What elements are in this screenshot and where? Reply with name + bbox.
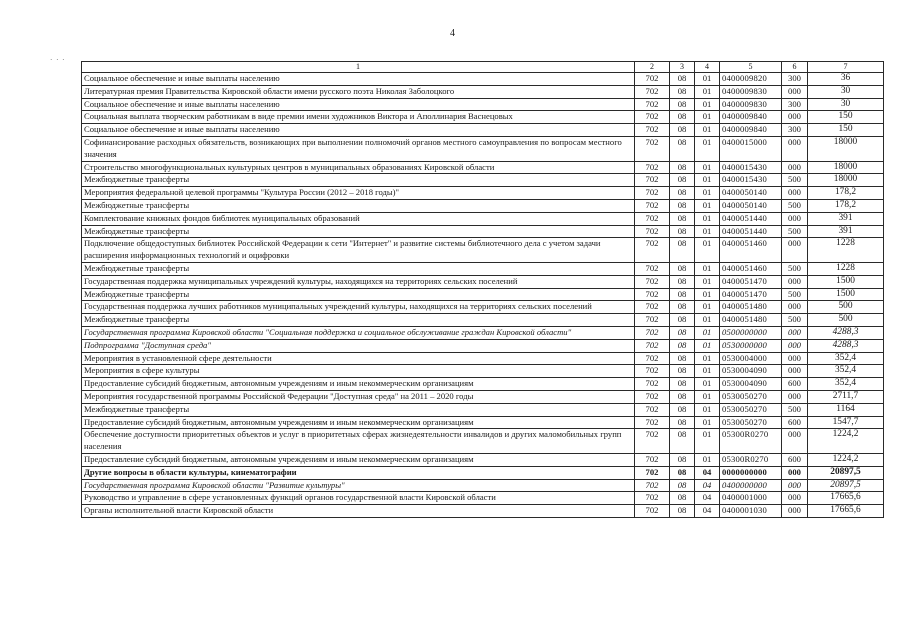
row-target-article-cell: 0400051440: [720, 225, 782, 238]
row-amount-cell: 4288,3: [808, 339, 884, 352]
row-expense-type-cell: 300: [782, 73, 808, 86]
row-amount-cell: 17665,6: [808, 505, 884, 518]
row-name-cell: Государственная программа Кировской области "Развитие культуры": [82, 479, 635, 492]
row-subsection-cell: 04: [695, 492, 720, 505]
row-expense-type-cell: 500: [782, 262, 808, 275]
row-amount-cell: 20897,5: [808, 479, 884, 492]
row-expense-type-cell: 500: [782, 174, 808, 187]
table-row: [82, 416, 884, 429]
row-grbs-cell: 702: [635, 136, 670, 161]
row-target-article-cell: 0400051470: [720, 275, 782, 288]
row-section-cell: 08: [670, 479, 695, 492]
row-name-cell: Межбюджетные трансферты: [82, 225, 635, 238]
row-expense-type-cell: 300: [782, 98, 808, 111]
row-grbs-cell: 702: [635, 416, 670, 429]
row-name-cell: Обеспечение доступности приоритетных объектов и услуг в приоритетных сферах жизнедеятельности инвалидов и других маломобильных групп населения: [82, 429, 635, 454]
row-section-cell: 08: [670, 429, 695, 454]
row-amount-cell: 30: [808, 98, 884, 111]
table-row: [82, 111, 884, 124]
row-expense-type-cell: 000: [782, 505, 808, 518]
row-name-cell: Межбюджетные трансферты: [82, 174, 635, 187]
row-expense-type-cell: 000: [782, 479, 808, 492]
row-expense-type-cell: 000: [782, 275, 808, 288]
row-subsection-cell: 01: [695, 453, 720, 466]
row-name-cell: Государственная поддержка лучших работников муниципальных учреждений культуры, находящихся на территориях сельских поселений: [82, 301, 635, 314]
row-target-article-cell: 0400009820: [720, 73, 782, 86]
row-expense-type-cell: 000: [782, 238, 808, 263]
table-row: [82, 505, 884, 518]
row-amount-cell: 500: [808, 314, 884, 327]
row-grbs-cell: 702: [635, 479, 670, 492]
row-name-cell: Органы исполнительной власти Кировской области: [82, 505, 635, 518]
page-number: 4: [450, 28, 455, 39]
row-name-cell: Государственная поддержка муниципальных учреждений культуры, находящихся на территориях сельских поселений: [82, 275, 635, 288]
row-grbs-cell: 702: [635, 238, 670, 263]
row-subsection-cell: 04: [695, 505, 720, 518]
row-name-cell: Мероприятия в установленной сфере деятельности: [82, 352, 635, 365]
row-name-cell: Предоставление субсидий бюджетным, автономным учреждениям и иным некоммерческим организациям: [82, 453, 635, 466]
row-name-cell: Подпрограмма "Доступная среда": [82, 339, 635, 352]
row-subsection-cell: 01: [695, 161, 720, 174]
row-target-article-cell: 0400009830: [720, 98, 782, 111]
row-grbs-cell: 702: [635, 403, 670, 416]
row-amount-cell: 18000: [808, 161, 884, 174]
row-grbs-cell: 702: [635, 339, 670, 352]
row-section-cell: 08: [670, 124, 695, 137]
table-row: [82, 390, 884, 403]
row-subsection-cell: 01: [695, 199, 720, 212]
row-subsection-cell: 01: [695, 73, 720, 86]
row-name-cell: Межбюджетные трансферты: [82, 403, 635, 416]
row-expense-type-cell: 000: [782, 111, 808, 124]
row-name-cell: Другие вопросы в области культуры, кинематографии: [82, 466, 635, 479]
row-amount-cell: 391: [808, 212, 884, 225]
row-subsection-cell: 04: [695, 479, 720, 492]
row-section-cell: 08: [670, 199, 695, 212]
table-row: [82, 85, 884, 98]
table-row: [82, 301, 884, 314]
row-name-cell: Межбюджетные трансферты: [82, 314, 635, 327]
row-subsection-cell: 01: [695, 416, 720, 429]
table-row: [82, 136, 884, 161]
row-target-article-cell: 0400051480: [720, 314, 782, 327]
row-name-cell: Мероприятия в сфере культуры: [82, 365, 635, 378]
table-row: [82, 326, 884, 339]
row-target-article-cell: 05300R0270: [720, 429, 782, 454]
row-amount-cell: 18000: [808, 174, 884, 187]
table-row: [82, 212, 884, 225]
row-grbs-cell: 702: [635, 492, 670, 505]
row-target-article-cell: 0400015430: [720, 161, 782, 174]
row-grbs-cell: 702: [635, 429, 670, 454]
row-section-cell: 08: [670, 378, 695, 391]
row-name-cell: Подключение общедоступных библиотек Российской Федерации к сети "Интернет" и развитие системы библиотечного дела с учетом задачи расширения информационных технологий и оцифровки: [82, 238, 635, 263]
row-subsection-cell: 04: [695, 466, 720, 479]
row-target-article-cell: 0400001000: [720, 492, 782, 505]
row-target-article-cell: 0530050270: [720, 390, 782, 403]
row-target-article-cell: 0400050140: [720, 187, 782, 200]
table-row: [82, 73, 884, 86]
row-grbs-cell: 702: [635, 111, 670, 124]
row-grbs-cell: 702: [635, 225, 670, 238]
row-amount-cell: 150: [808, 124, 884, 137]
row-subsection-cell: 01: [695, 124, 720, 137]
row-expense-type-cell: 000: [782, 365, 808, 378]
row-name-cell: Мероприятия федеральной целевой программы "Культура России (2012 – 2018 годы)": [82, 187, 635, 200]
row-section-cell: 08: [670, 339, 695, 352]
row-grbs-cell: 702: [635, 85, 670, 98]
row-subsection-cell: 01: [695, 187, 720, 200]
row-subsection-cell: 01: [695, 212, 720, 225]
row-grbs-cell: 702: [635, 288, 670, 301]
table-body: [82, 62, 884, 518]
header-cell-name: 1: [82, 62, 635, 73]
row-subsection-cell: 01: [695, 301, 720, 314]
row-name-cell: Предоставление субсидий бюджетным, автономным учреждениям и иным некоммерческим организациям: [82, 416, 635, 429]
row-name-cell: Межбюджетные трансферты: [82, 288, 635, 301]
row-amount-cell: 352,4: [808, 365, 884, 378]
row-expense-type-cell: 500: [782, 288, 808, 301]
row-amount-cell: 1547,7: [808, 416, 884, 429]
row-target-article-cell: 0400009840: [720, 124, 782, 137]
row-expense-type-cell: 500: [782, 199, 808, 212]
row-target-article-cell: 0400001030: [720, 505, 782, 518]
row-section-cell: 08: [670, 187, 695, 200]
row-target-article-cell: 0530004090: [720, 365, 782, 378]
row-name-cell: Социальное обеспечение и иные выплаты населению: [82, 124, 635, 137]
row-subsection-cell: 01: [695, 378, 720, 391]
row-grbs-cell: 702: [635, 161, 670, 174]
row-subsection-cell: 01: [695, 174, 720, 187]
row-grbs-cell: 702: [635, 212, 670, 225]
table-row: [82, 314, 884, 327]
row-name-cell: Литературная премия Правительства Кировской области имени русского поэта Николая Заболоцкого: [82, 85, 635, 98]
row-subsection-cell: 01: [695, 85, 720, 98]
row-expense-type-cell: 000: [782, 301, 808, 314]
row-name-cell: Строительство многофункциональных культурных центров в муниципальных образованиях Кировской области: [82, 161, 635, 174]
row-grbs-cell: 702: [635, 505, 670, 518]
row-subsection-cell: 01: [695, 314, 720, 327]
row-grbs-cell: 702: [635, 73, 670, 86]
row-amount-cell: 4288,3: [808, 326, 884, 339]
row-section-cell: 08: [670, 238, 695, 263]
header-cell-section: 3: [670, 62, 695, 73]
table-row: [82, 161, 884, 174]
row-section-cell: 08: [670, 98, 695, 111]
table-row: [82, 429, 884, 454]
row-amount-cell: 178,2: [808, 199, 884, 212]
row-grbs-cell: 702: [635, 275, 670, 288]
margin-mark: · · ·: [50, 56, 66, 64]
table-row: [82, 124, 884, 137]
row-subsection-cell: 01: [695, 429, 720, 454]
row-grbs-cell: 702: [635, 199, 670, 212]
row-section-cell: 08: [670, 275, 695, 288]
row-amount-cell: 352,4: [808, 352, 884, 365]
row-grbs-cell: 702: [635, 262, 670, 275]
row-amount-cell: 1228: [808, 262, 884, 275]
row-name-cell: Межбюджетные трансферты: [82, 262, 635, 275]
table-row: [82, 365, 884, 378]
table-row: [82, 466, 884, 479]
row-name-cell: Государственная программа Кировской области "Социальная поддержка и социальное обслуживание граждан Кировской области": [82, 326, 635, 339]
row-section-cell: 08: [670, 262, 695, 275]
row-grbs-cell: 702: [635, 466, 670, 479]
row-grbs-cell: 702: [635, 326, 670, 339]
row-amount-cell: 352,4: [808, 378, 884, 391]
row-expense-type-cell: 600: [782, 378, 808, 391]
row-subsection-cell: 01: [695, 288, 720, 301]
row-section-cell: 08: [670, 301, 695, 314]
row-name-cell: Руководство и управление в сфере установленных функций органов государственной власти Кировской области: [82, 492, 635, 505]
table-row: [82, 262, 884, 275]
row-grbs-cell: 702: [635, 352, 670, 365]
row-section-cell: 08: [670, 174, 695, 187]
row-section-cell: 08: [670, 85, 695, 98]
row-amount-cell: 18000: [808, 136, 884, 161]
row-grbs-cell: 702: [635, 187, 670, 200]
row-amount-cell: 1228: [808, 238, 884, 263]
row-subsection-cell: 01: [695, 403, 720, 416]
row-section-cell: 08: [670, 314, 695, 327]
row-target-article-cell: 0400009840: [720, 111, 782, 124]
row-amount-cell: 1164: [808, 403, 884, 416]
row-section-cell: 08: [670, 212, 695, 225]
row-name-cell: Социальная выплата творческим работникам в виде премии имени художников Виктора и Аполлинария Васнецовых: [82, 111, 635, 124]
table-row: [82, 225, 884, 238]
row-grbs-cell: 702: [635, 301, 670, 314]
row-name-cell: Мероприятия государственной программы Российской Федерации "Доступная среда" на 2011 – 2020 годы: [82, 390, 635, 403]
header-cell-amount: 7: [808, 62, 884, 73]
row-subsection-cell: 01: [695, 365, 720, 378]
row-target-article-cell: 0400051440: [720, 212, 782, 225]
row-expense-type-cell: 000: [782, 136, 808, 161]
row-amount-cell: 17665,6: [808, 492, 884, 505]
row-amount-cell: 178,2: [808, 187, 884, 200]
header-cell-target-article: 5: [720, 62, 782, 73]
row-grbs-cell: 702: [635, 174, 670, 187]
row-amount-cell: 150: [808, 111, 884, 124]
row-target-article-cell: 0400050140: [720, 199, 782, 212]
row-section-cell: 08: [670, 365, 695, 378]
row-target-article-cell: 0400009830: [720, 85, 782, 98]
row-section-cell: 08: [670, 352, 695, 365]
row-grbs-cell: 702: [635, 378, 670, 391]
row-subsection-cell: 01: [695, 326, 720, 339]
table-row: [82, 199, 884, 212]
row-name-cell: Предоставление субсидий бюджетным, автономным учреждениям и иным некоммерческим организациям: [82, 378, 635, 391]
row-subsection-cell: 01: [695, 352, 720, 365]
row-expense-type-cell: 000: [782, 352, 808, 365]
header-cell-expense-type: 6: [782, 62, 808, 73]
row-target-article-cell: 0530004000: [720, 352, 782, 365]
table-row: [82, 378, 884, 391]
row-name-cell: Социальное обеспечение и иные выплаты населению: [82, 73, 635, 86]
row-name-cell: Межбюджетные трансферты: [82, 199, 635, 212]
row-expense-type-cell: 000: [782, 429, 808, 454]
row-grbs-cell: 702: [635, 98, 670, 111]
row-expense-type-cell: 000: [782, 466, 808, 479]
row-section-cell: 08: [670, 453, 695, 466]
table-row: [82, 492, 884, 505]
row-expense-type-cell: 000: [782, 326, 808, 339]
row-name-cell: Социальное обеспечение и иные выплаты населению: [82, 98, 635, 111]
row-subsection-cell: 01: [695, 136, 720, 161]
table-row: [82, 339, 884, 352]
row-grbs-cell: 702: [635, 453, 670, 466]
row-target-article-cell: 0530050270: [720, 403, 782, 416]
table-row: [82, 479, 884, 492]
header-cell-grbs: 2: [635, 62, 670, 73]
row-expense-type-cell: 600: [782, 453, 808, 466]
table-row: [82, 238, 884, 263]
row-expense-type-cell: 000: [782, 85, 808, 98]
row-section-cell: 08: [670, 505, 695, 518]
row-expense-type-cell: 000: [782, 492, 808, 505]
row-target-article-cell: 0500000000: [720, 326, 782, 339]
row-subsection-cell: 01: [695, 98, 720, 111]
row-amount-cell: 20897,5: [808, 466, 884, 479]
row-name-cell: Софинансирование расходных обязательств, возникающих при выполнении полномочий органов местного самоуправления по вопросам местного значения: [82, 136, 635, 161]
row-amount-cell: 1224,2: [808, 429, 884, 454]
row-amount-cell: 1500: [808, 288, 884, 301]
row-grbs-cell: 702: [635, 124, 670, 137]
row-section-cell: 08: [670, 111, 695, 124]
row-amount-cell: 1500: [808, 275, 884, 288]
row-target-article-cell: 0400051470: [720, 288, 782, 301]
row-grbs-cell: 702: [635, 365, 670, 378]
row-subsection-cell: 01: [695, 390, 720, 403]
header-cell-subsection: 4: [695, 62, 720, 73]
row-target-article-cell: 0400051480: [720, 301, 782, 314]
table-row: [82, 453, 884, 466]
row-section-cell: 08: [670, 466, 695, 479]
row-section-cell: 08: [670, 492, 695, 505]
row-subsection-cell: 01: [695, 275, 720, 288]
row-section-cell: 08: [670, 416, 695, 429]
row-target-article-cell: 05300R0270: [720, 453, 782, 466]
row-subsection-cell: 01: [695, 339, 720, 352]
row-section-cell: 08: [670, 225, 695, 238]
row-amount-cell: 500: [808, 301, 884, 314]
row-amount-cell: 391: [808, 225, 884, 238]
row-amount-cell: 36: [808, 73, 884, 86]
row-target-article-cell: 0400015000: [720, 136, 782, 161]
row-expense-type-cell: 300: [782, 124, 808, 137]
table-row: [82, 174, 884, 187]
row-subsection-cell: 01: [695, 262, 720, 275]
row-target-article-cell: 0530000000: [720, 339, 782, 352]
row-target-article-cell: 0530050270: [720, 416, 782, 429]
row-target-article-cell: 0400015430: [720, 174, 782, 187]
row-section-cell: 08: [670, 403, 695, 416]
table-row: [82, 275, 884, 288]
row-grbs-cell: 702: [635, 390, 670, 403]
row-section-cell: 08: [670, 73, 695, 86]
row-expense-type-cell: 000: [782, 339, 808, 352]
table-header-row: [82, 62, 884, 73]
row-expense-type-cell: 600: [782, 416, 808, 429]
row-target-article-cell: 0530004090: [720, 378, 782, 391]
row-section-cell: 08: [670, 390, 695, 403]
row-subsection-cell: 01: [695, 111, 720, 124]
row-section-cell: 08: [670, 136, 695, 161]
table-row: [82, 288, 884, 301]
budget-table: [81, 61, 884, 518]
row-expense-type-cell: 000: [782, 390, 808, 403]
row-expense-type-cell: 500: [782, 225, 808, 238]
row-subsection-cell: 01: [695, 238, 720, 263]
row-section-cell: 08: [670, 326, 695, 339]
row-expense-type-cell: 000: [782, 161, 808, 174]
row-amount-cell: 2711,7: [808, 390, 884, 403]
row-expense-type-cell: 000: [782, 187, 808, 200]
row-section-cell: 08: [670, 288, 695, 301]
row-amount-cell: 30: [808, 85, 884, 98]
row-target-article-cell: 0400051460: [720, 238, 782, 263]
row-amount-cell: 1224,2: [808, 453, 884, 466]
row-expense-type-cell: 500: [782, 314, 808, 327]
row-grbs-cell: 702: [635, 314, 670, 327]
table-row: [82, 187, 884, 200]
table-row: [82, 352, 884, 365]
row-target-article-cell: 0400051460: [720, 262, 782, 275]
row-subsection-cell: 01: [695, 225, 720, 238]
row-target-article-cell: 0000000000: [720, 466, 782, 479]
row-name-cell: Комплектование книжных фондов библиотек муниципальных образований: [82, 212, 635, 225]
row-expense-type-cell: 500: [782, 403, 808, 416]
row-section-cell: 08: [670, 161, 695, 174]
table-row: [82, 98, 884, 111]
table-row: [82, 403, 884, 416]
row-target-article-cell: 0400000000: [720, 479, 782, 492]
row-expense-type-cell: 000: [782, 212, 808, 225]
